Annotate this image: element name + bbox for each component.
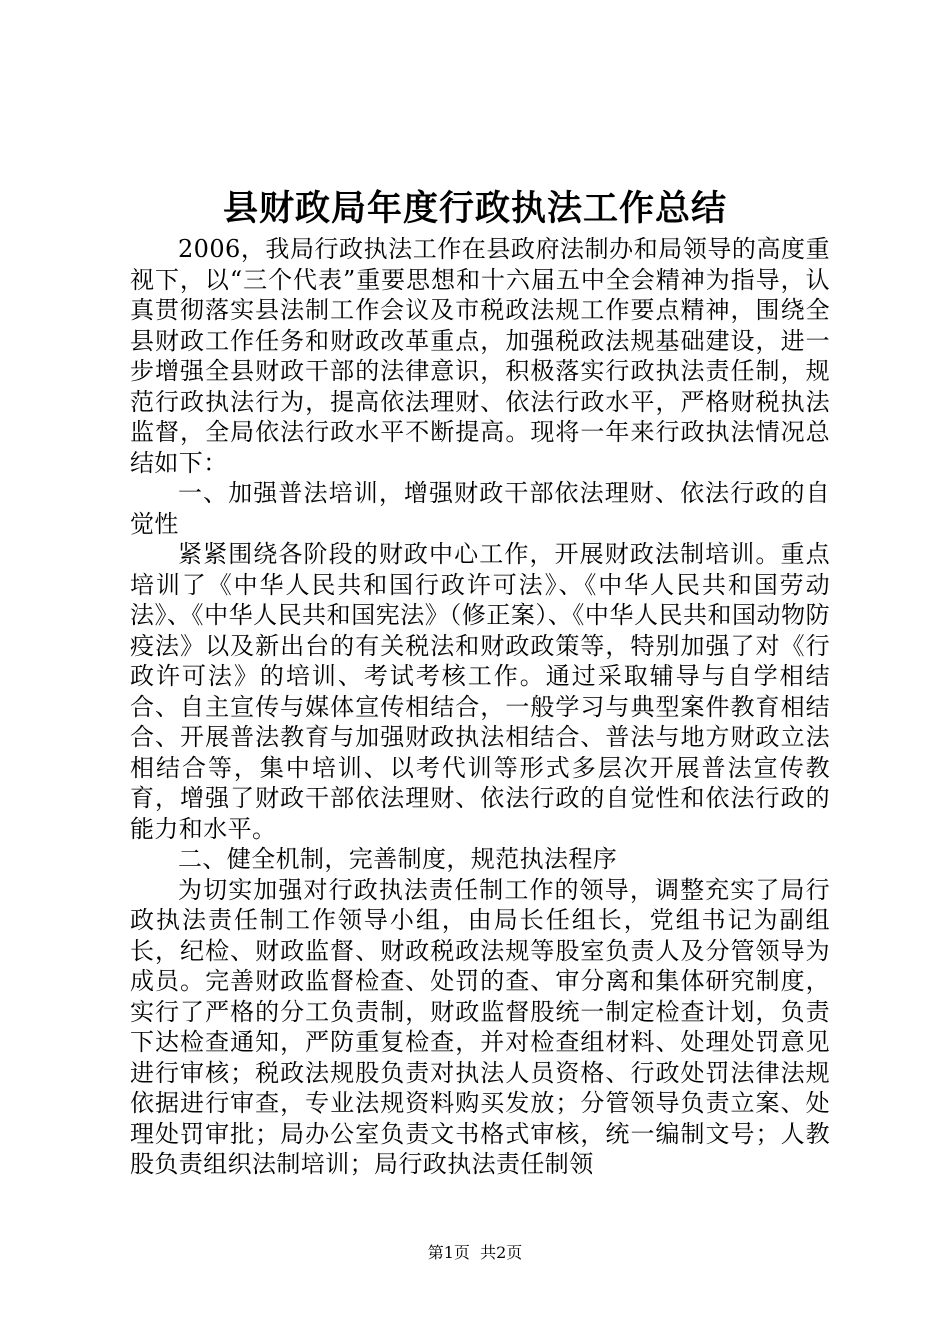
document-body — [130, 234, 830, 1180]
section-heading-1: 一、加强普法培训，增强财政干部依法理财、依法行政的自觉性 — [130, 479, 830, 538]
paragraph-intro: 2006，我局行政执法工作在县政府法制办和局领导的高度重视下，以“三个代表”重要思想和十六届五中全会精神为指导，认真贯彻落实县法制工作会议及市税政法规工作要点精神，围绕全县财政工作任务和财政改革重点，加强税政法规基础建设，进一步增强全县财政干部的法律意识，积极落实行政执法责任制，规范行政执法行为，提高依法理财、依法行政水平，严格财税执法监督，全局依法行政水平不断提高。现将一年来行政执法情况总结如下： — [130, 235, 830, 477]
section-heading-2: 二、健全机制，完善制度，规范执法程序 — [178, 845, 618, 873]
page-number: 第1页 共2页 — [427, 1243, 523, 1262]
paragraph-mechanism: 为切实加强对行政执法责任制工作的领导，调整充实了局行政执法责任制工作领导小组，由局长任组长，党组书记为副组长，纪检、财政监督、财政税政法规等股室负责人及分管领导为成员。完善财政监督检查、处罚的查、审分离和集体研究制度，实行了严格的分工负责制，财政监督股统一制定检查计划，负责下达检查通知，严防重复检查，并对检查组材料、处理处罚意见进行审核；税政法规股负责对执法人员资格、行政处罚法律法规依据进行审查，专业法规资料购买发放；分管领导负责立案、处理处罚审批；局办公室负责文书格式审核，统一编制文号；人教股负责组织法制培训；局行政执法责任制领 — [130, 875, 830, 1178]
document-title: 县财政局年度行政执法工作总结 — [222, 188, 727, 229]
page-footer — [0, 1243, 950, 1263]
paragraph-training: 紧紧围绕各阶段的财政中心工作，开展财政法制培训。重点培训了《中华人民共和国行政许可法》、《中华人民共和国劳动法》、《中华人民共和国宪法》（修正案）、《中华人民共和国动物防疫法》以及新出台的有关税法和财政政策等，特别加强了对《行政许可法》的培训、考试考核工作。通过采取辅导与自学相结合、自主宣传与媒体宣传相结合，一般学习与典型案件教育相结合、开展普法教育与加强财政执法相结合、普法与地方财政立法相结合等，集中培训、以考代训等形式多层次开展普法宣传教育，增强了财政干部依法理财、依法行政的自觉性和依法行政的能力和水平。 — [130, 540, 830, 843]
